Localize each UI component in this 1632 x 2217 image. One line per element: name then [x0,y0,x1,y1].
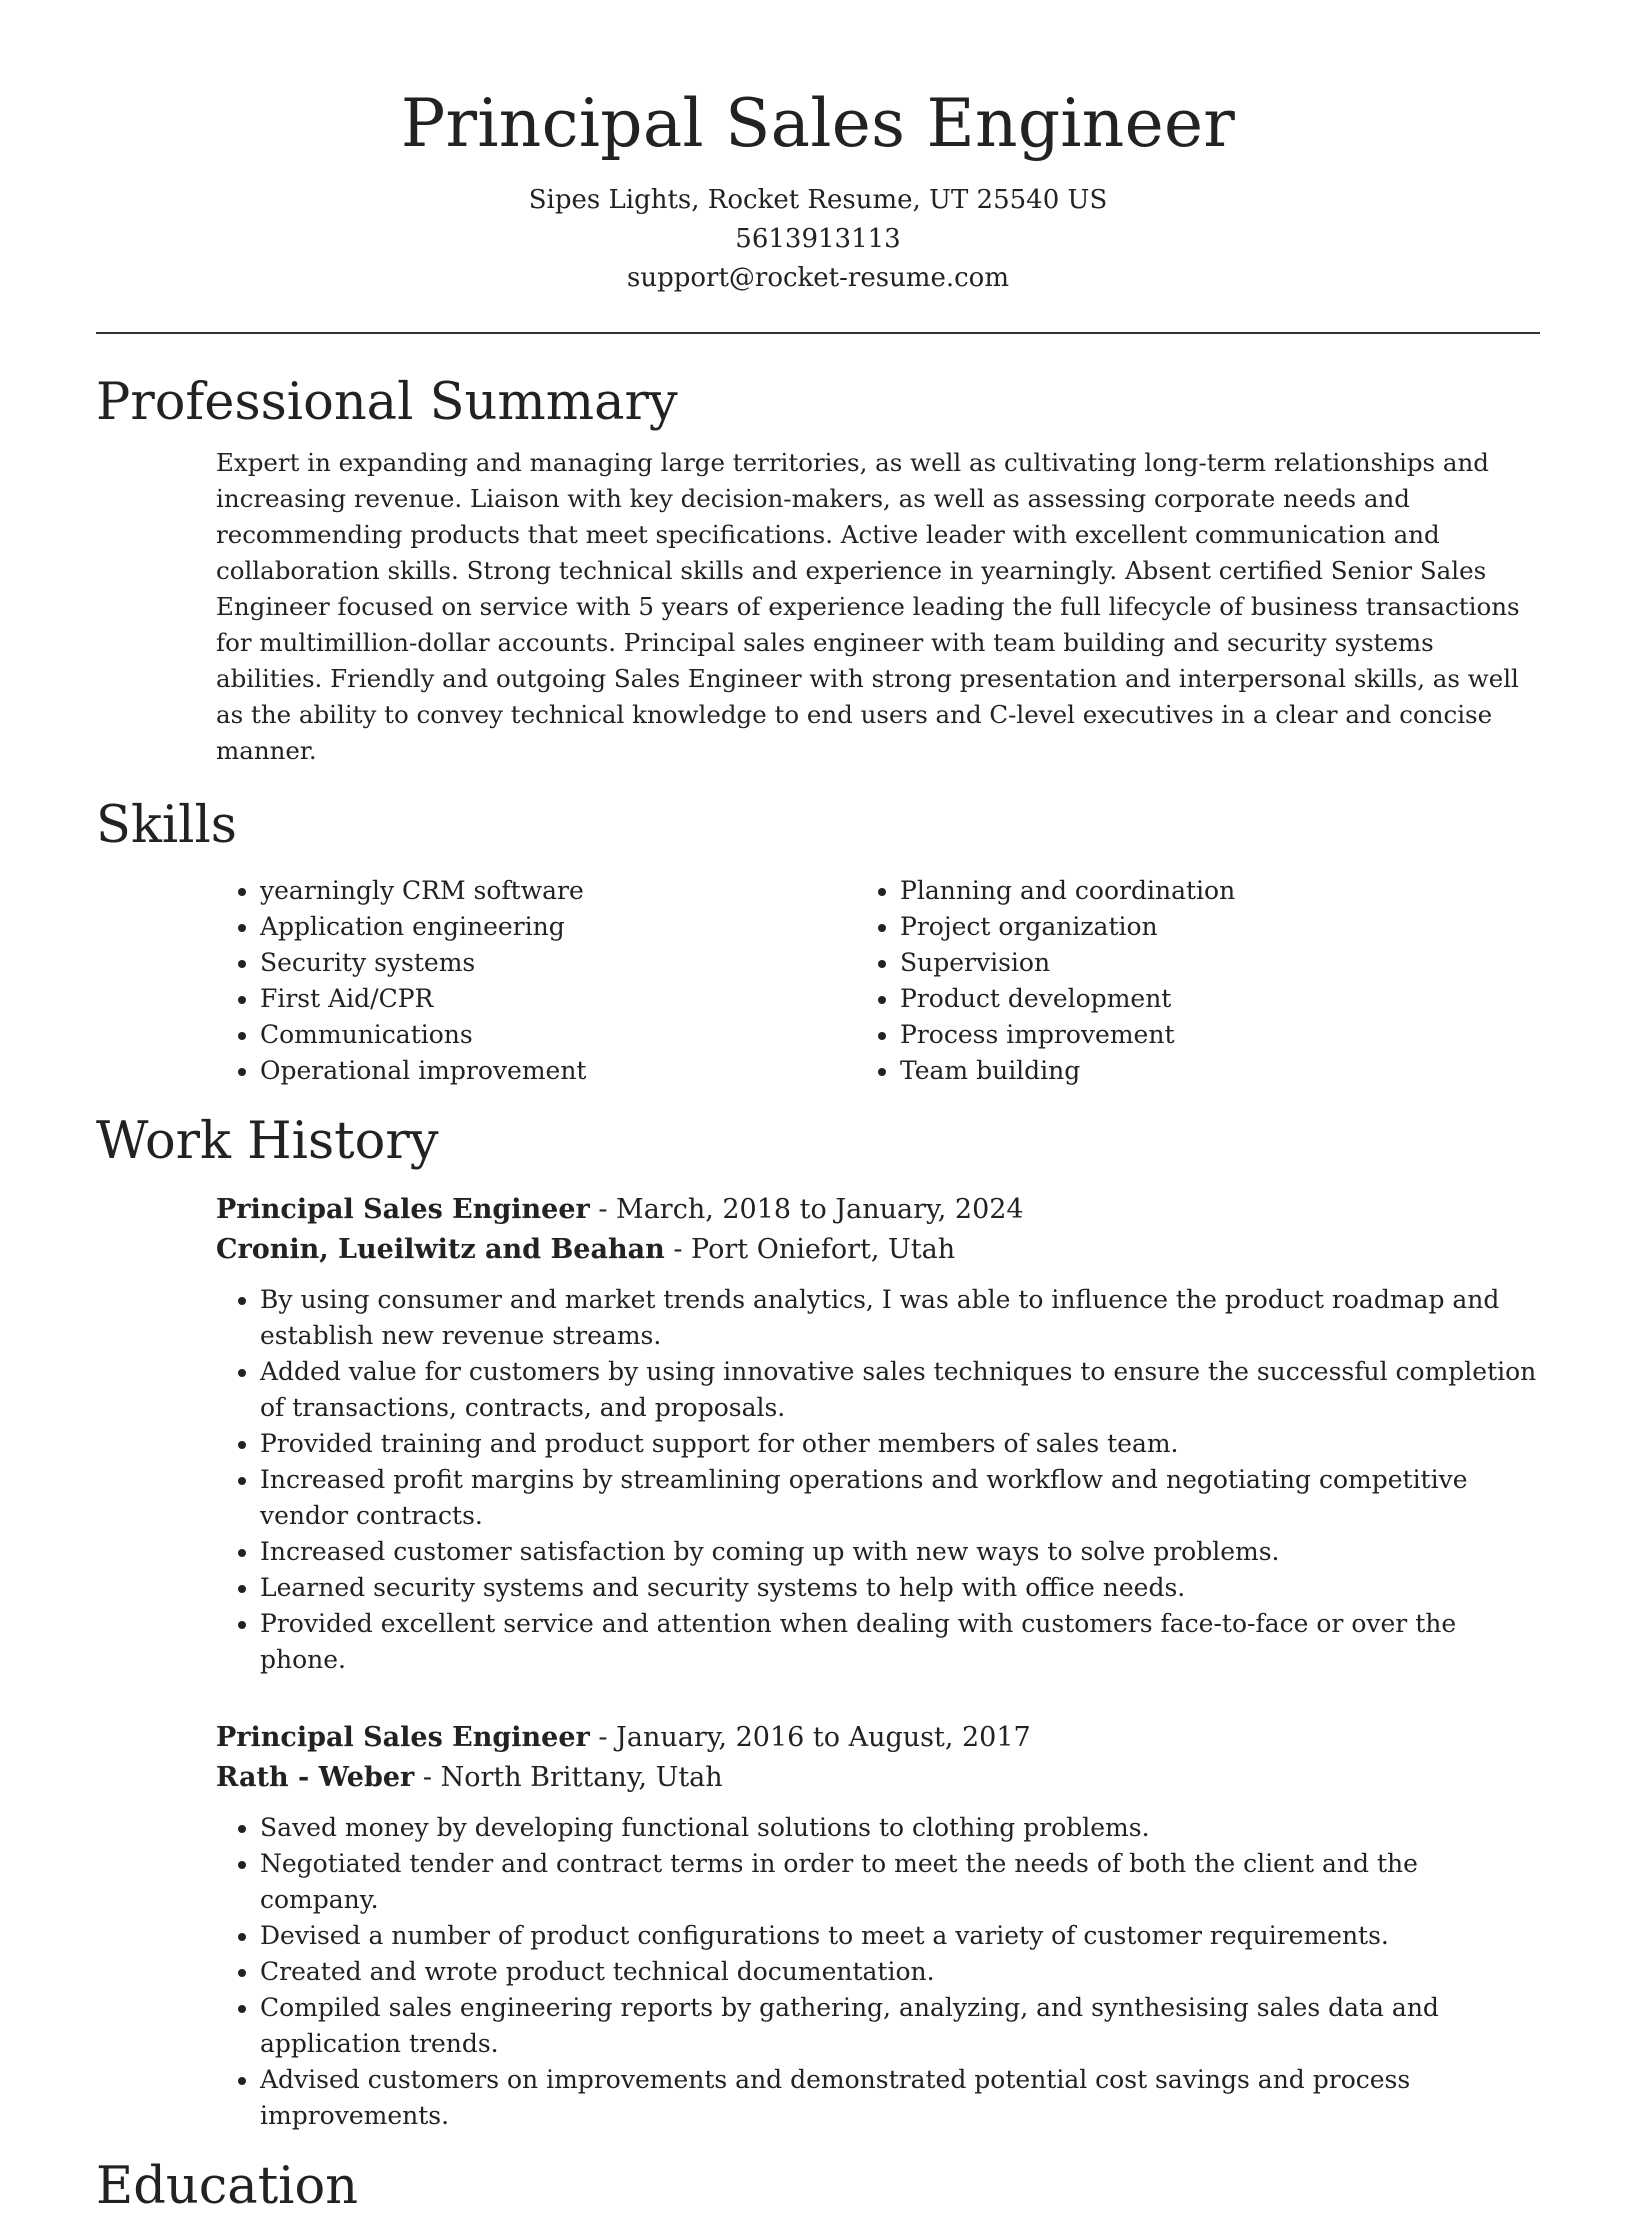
skills-column-right [900,873,1540,1089]
job-bullet: • Increased profit margins by streamlining operations and workflow and negotiating competitive vendor contracts. [260,1462,1540,1534]
job-separator: - [598,1721,617,1753]
contact-address: Sipes Lights, Rocket Resume, UT 25540 US [528,185,1108,216]
job-entry [216,1718,1540,2134]
job-bullet: • Advised customers on improvements and demonstrated potential cost savings and process improvements. [260,2062,1540,2134]
resume-header [96,0,1540,298]
skill-item: • First Aid/CPR [260,981,900,1017]
summary-title: Professional Summary [96,373,678,433]
skill-item: • Process improvement [900,1017,1540,1053]
skill-item: • Team building [900,1053,1540,1089]
job-entry [216,1190,1540,1678]
job-company: Rath - Weber [216,1761,415,1793]
job-bullet: • Created and wrote product technical documentation. [260,1954,1540,1990]
job-bullets [216,1282,1540,1678]
job-company-line [216,1230,1540,1270]
education-title: Education [96,2156,359,2216]
skill-item: • Security systems [260,945,900,981]
job-title-line [216,1718,1540,1758]
job-dates: January, 2016 to August, 2017 [616,1721,1031,1753]
job-bullet: • Provided training and product support for other members of sales team. [260,1426,1540,1462]
job-separator: - [673,1233,692,1265]
job-bullet: • Increased customer satisfaction by coming up with new ways to solve problems. [260,1534,1540,1570]
summary-text: Expert in expanding and managing large territories, as well as cultivating long-term relationships and increasing revenue. Liaison with key decision-makers, as well as assessing corporate needs and recommending products that meet specifications. Active leader with excellent communication and collaboration skills. Strong technical skills and experience in yearningly. Absent certified Senior Sales Engineer focused on service with 5 years of experience leading the full lifecycle of business transactions for multimillion-dollar accounts. Principal sales engineer with team building and security systems abilities. Friendly and outgoing Sales Engineer with strong presentation and interpersonal skills, as well as the ability to convey technical knowledge to end users and C-level executives in a clear and concise manner. [216,448,1520,766]
job-bullet: • Learned security systems and security systems to help with office needs. [260,1570,1540,1606]
skill-item: • Product development [900,981,1540,1017]
job-title-line [216,1190,1540,1230]
job-company: Cronin, Lueilwitz and Beahan [216,1233,665,1265]
skill-item: • Communications [260,1017,900,1053]
work-history-title: Work History [96,1111,439,1171]
job-bullet: • By using consumer and market trends analytics, I was able to influence the product roadmap and establish new revenue streams. [260,1282,1540,1354]
job-bullet: • Compiled sales engineering reports by gathering, analyzing, and synthesising sales data and application trends. [260,1990,1540,2062]
job-location: Port Oniefort, Utah [691,1233,956,1265]
job-separator: - [422,1761,441,1793]
job-bullet: • Provided excellent service and attention when dealing with customers face-to-face or over the phone. [260,1606,1540,1678]
job-dates: March, 2018 to January, 2024 [616,1193,1024,1225]
job-location: North Brittany, Utah [440,1761,723,1793]
job-role: Principal Sales Engineer [216,1193,590,1225]
skills-title: Skills [96,796,237,856]
job-bullets [216,1810,1540,2134]
header-divider [96,332,1540,334]
job-bullet: • Saved money by developing functional solutions to clothing problems. [260,1810,1540,1846]
job-separator: - [598,1193,617,1225]
job-bullet: • Negotiated tender and contract terms in order to meet the needs of both the client and the company. [260,1846,1540,1918]
job-company-line [216,1758,1540,1798]
job-role: Principal Sales Engineer [216,1721,590,1753]
resume-name: Principal Sales Engineer [400,85,1236,162]
skills-list [216,873,1540,1089]
contact-info [96,181,1540,298]
contact-email: support@rocket-resume.com [626,263,1009,294]
skill-item: • yearningly CRM software [260,873,900,909]
skill-item: • Operational improvement [260,1053,900,1089]
contact-phone: 5613913113 [735,224,901,255]
skill-item: • Application engineering [260,909,900,945]
resume-page [96,0,1540,2217]
skill-item: • Project organization [900,909,1540,945]
skill-item: • Supervision [900,945,1540,981]
job-bullet: • Added value for customers by using innovative sales techniques to ensure the successful completion of transactions, contracts, and proposals. [260,1354,1540,1426]
skills-column-left [216,873,900,1089]
job-bullet: • Devised a number of product configurations to meet a variety of customer requirements. [260,1918,1540,1954]
skill-item: • Planning and coordination [900,873,1540,909]
